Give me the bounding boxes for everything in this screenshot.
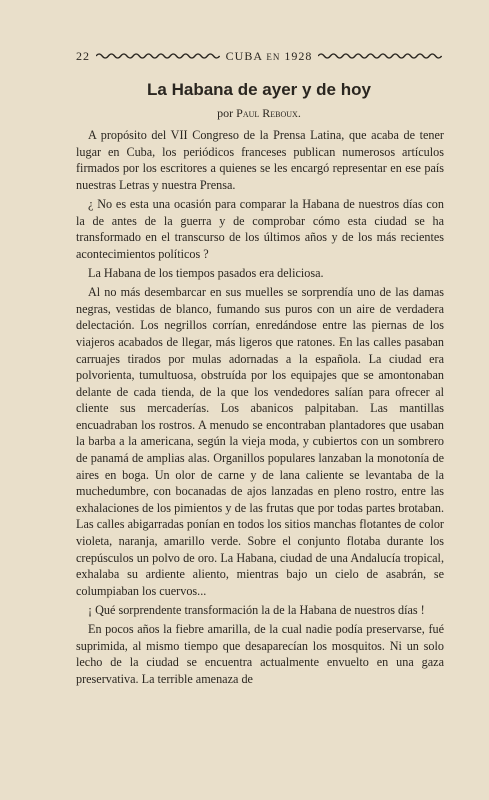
ornamental-rule-left: [96, 52, 220, 60]
byline: [76, 106, 442, 121]
page-number: 22: [76, 48, 90, 63]
article-title: La Habana de ayer y de hoy: [147, 80, 371, 99]
running-title-small: EN: [266, 51, 281, 62]
article-body: [76, 127, 444, 690]
running-header: [76, 48, 442, 64]
author-name: Paul Reboux.: [236, 106, 301, 120]
running-title-year: 1928: [284, 48, 313, 63]
paragraph: Al no más desembarcar en sus muelles se sorprendía uno de las damas negras, vestidas de blanco, fumando sus puros con un aire de verdadera delectación. Los negrillos corrían, enredándose entre las piernas de los viajeros acabados de llegar, más ligeros que ratones. En las calles pasaban carruajes tirados por mulas adornadas a la española. La ciudad era polvorienta, tumultuosa, obstruída por los equipajes que se amontonaban delante de cada tienda, de la que los vendedores salían para ofrecer al cliente sus mercaderías. Los abanicos palpitaban. Las mantillas encuadraban los rostros. A menudo se encontraban plantadores que usaban la barba a la americana, según la vieja moda, y cubiertos con un sombrero de panamá de amplias alas. Organillos populares lanzaban la monotonía de aires en boga. Un olor de carne y de lana caliente se levantaba de la muchedumbre, con bocanadas de ajos lanzadas en pleno rostro, entre las exhalaciones de los pimientos y de las frutas que por todas partes brotaban. Las calles abigarradas ponían en todos los sitios manchas flotantes de color violeta, naranja, amarillo verde. Sobre el conjunto flotaba durante los crepúsculos un polvo de oro. La Habana, ciudad de una Andalucía tropical, exhalaba su ardiente aliento, mientras bajo un cielo de asabrán, se columpiaban los cuervos...: [76, 285, 444, 598]
byline-prefix: por: [217, 106, 234, 120]
paragraph: A propósito del VII Congreso de la Prensa Latina, que acaba de tener lugar en Cuba, los periódicos franceses publican numerosos artículos firmados por los escritores a quienes se les encargó representar en ese país nuestras Letras y nuestra Prensa.: [76, 128, 444, 192]
ornamental-rule-right: [318, 52, 442, 60]
paragraph: ¿ No es esta una ocasión para comparar la Habana de nuestros días con la de antes de la guerra y de comprobar cómo esta ciudad se ha transformado en el transcurso de los últimos años y de los más recientes acontecimientos políticos ?: [76, 196, 444, 261]
running-title-main: CUBA: [225, 48, 263, 63]
running-title: [226, 49, 313, 64]
paragraph: En pocos años la fiebre amarilla, de la cual nadie podía preservarse, fué suprimida, al mismo tiempo que desaparecían los mosquitos. Ni un solo lecho de la ciudad se encuentra actualmente envuelto en una gaza preservativa. La terrible amenaza de: [76, 622, 444, 686]
paragraph: ¡ Qué sorprendente transformación la de la Habana de nuestros días !: [88, 603, 425, 617]
paragraph: La Habana de los tiempos pasados era deliciosa.: [88, 265, 324, 280]
